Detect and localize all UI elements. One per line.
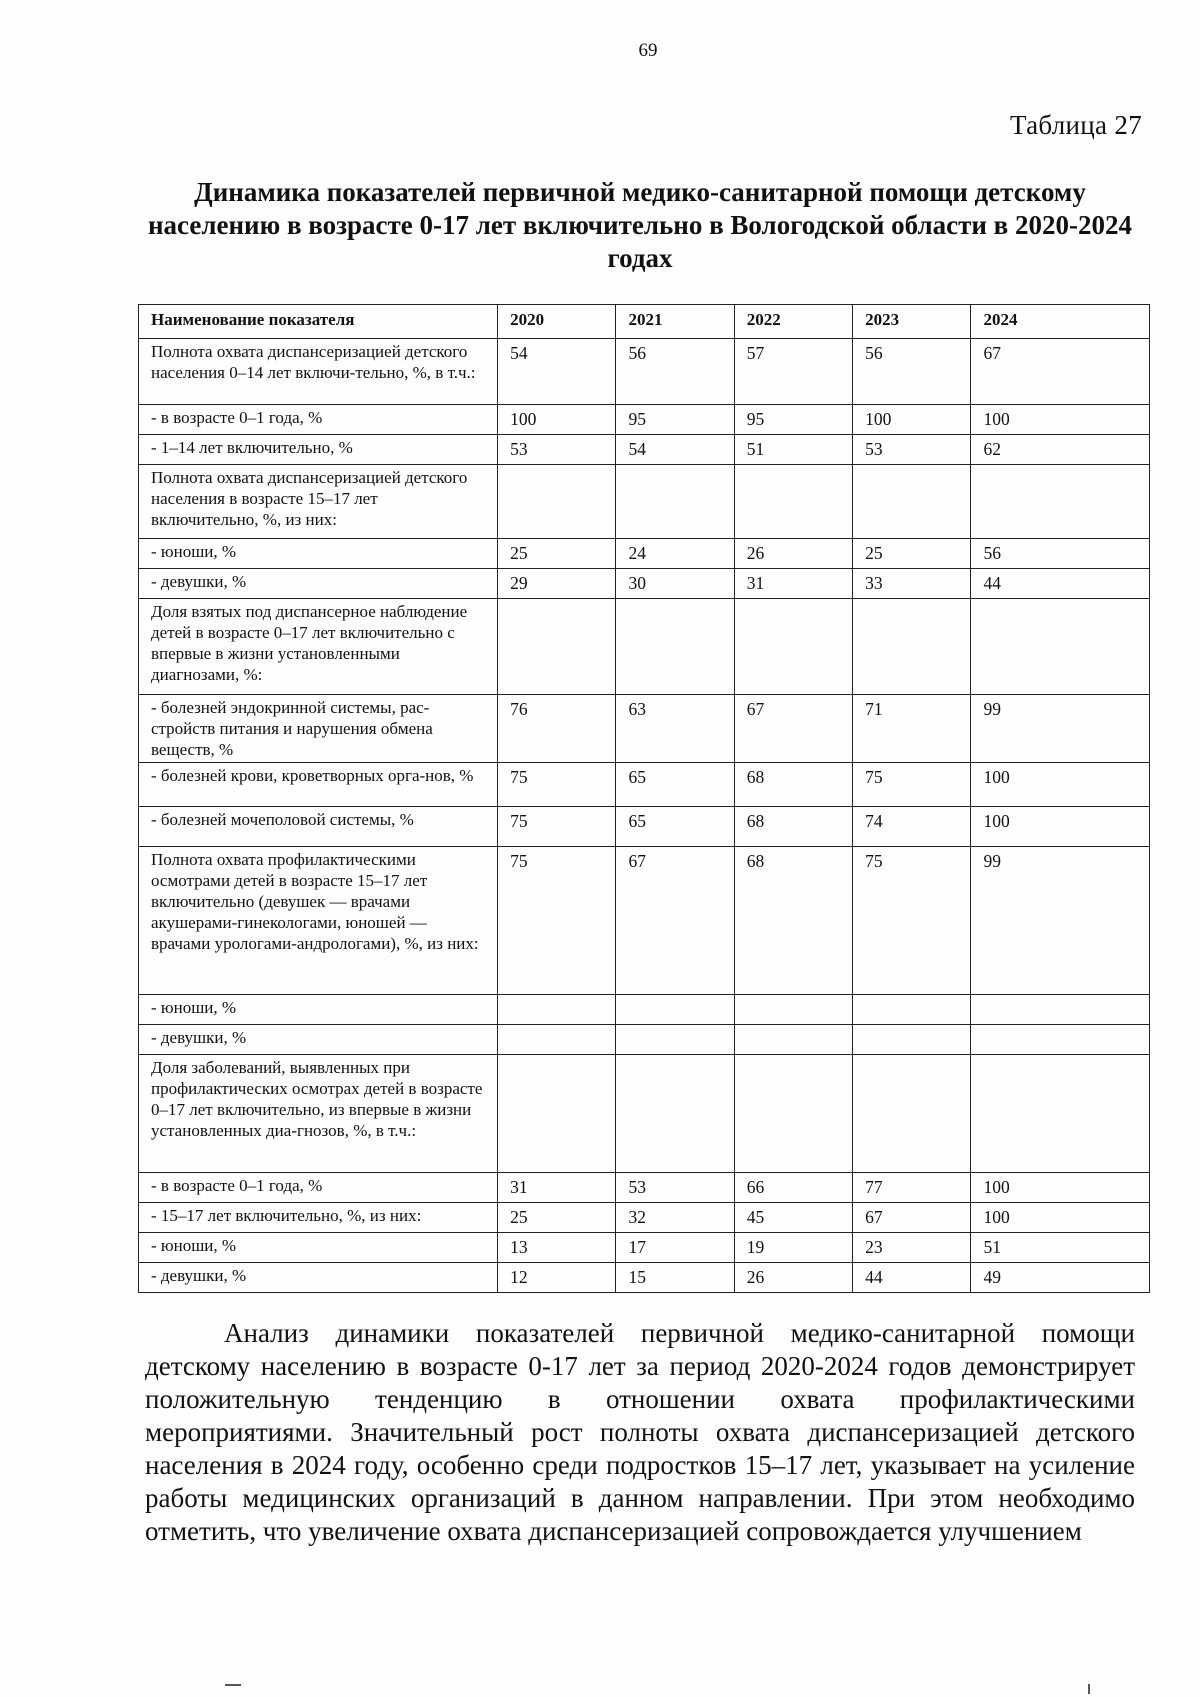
table-row xyxy=(139,599,1150,695)
value-cell-2021: 65 xyxy=(616,763,734,807)
value-cell-2023 xyxy=(853,465,971,539)
table-row xyxy=(139,405,1150,435)
value-cell-2021: 54 xyxy=(616,435,734,465)
value-cell-2024 xyxy=(971,995,1150,1025)
value-cell-2022: 45 xyxy=(734,1203,852,1233)
scan-artifact-right xyxy=(1088,1684,1090,1694)
value-cell-2024: 100 xyxy=(971,405,1150,435)
header-year-2020: 2020 xyxy=(498,305,616,339)
value-cell-2020: 53 xyxy=(498,435,616,465)
indicator-name-cell: - юноши, % xyxy=(139,995,498,1025)
indicator-name-cell: Полнота охвата профилактическими осмотрами детей в возрасте 15–17 лет включительно (девушек — врачами акушерами-гинекологами, юношей — врачами урологами-андрологами), %, из них: xyxy=(139,847,498,995)
table-label: Таблица 27 xyxy=(1010,110,1142,140)
value-cell-2022: 66 xyxy=(734,1173,852,1203)
indicator-name-cell: Доля взятых под диспансерное наблюдение детей в возрасте 0–17 лет включительно с впервые в жизни установленными диагнозами, %: xyxy=(139,599,498,695)
value-cell-2020: 29 xyxy=(498,569,616,599)
indicators-table xyxy=(138,304,1150,1293)
value-cell-2021: 15 xyxy=(616,1263,734,1293)
value-cell-2022: 26 xyxy=(734,539,852,569)
value-cell-2020: 31 xyxy=(498,1173,616,1203)
indicator-name-cell: - девушки, % xyxy=(139,569,498,599)
value-cell-2024: 100 xyxy=(971,1173,1150,1203)
value-cell-2022 xyxy=(734,1055,852,1173)
value-cell-2020 xyxy=(498,1055,616,1173)
value-cell-2024 xyxy=(971,1055,1150,1173)
value-cell-2022: 51 xyxy=(734,435,852,465)
value-cell-2021 xyxy=(616,465,734,539)
value-cell-2020: 54 xyxy=(498,339,616,405)
value-cell-2023 xyxy=(853,1055,971,1173)
indicator-name-cell: Полнота охвата диспансеризацией детского населения в возрасте 15–17 лет включительно, %, из них: xyxy=(139,465,498,539)
value-cell-2021 xyxy=(616,995,734,1025)
value-cell-2022: 68 xyxy=(734,763,852,807)
value-cell-2024: 100 xyxy=(971,763,1150,807)
value-cell-2024: 99 xyxy=(971,847,1150,995)
analysis-paragraph: Анализ динамики показателей первичной медико-санитарной помощи детскому населению в возрасте 0-17 лет за период 2020-2024 годов демонстрирует положительную тенденцию в отношении охвата профилактическими мероприятиями. Значительный рост полноты охвата диспансеризацией детского населения в 2024 году, особенно среди подростков 15–17 лет, указывает на усиление работы медицинских организаций в данном направлении. При этом необходимо отметить, что увеличение охвата диспансеризацией сопровождается улучшением xyxy=(145,1318,1135,1546)
value-cell-2023 xyxy=(853,995,971,1025)
value-cell-2024: 67 xyxy=(971,339,1150,405)
value-cell-2024: 51 xyxy=(971,1233,1150,1263)
scan-artifact-left xyxy=(225,1684,241,1686)
value-cell-2024: 49 xyxy=(971,1263,1150,1293)
value-cell-2020: 100 xyxy=(498,405,616,435)
value-cell-2024 xyxy=(971,465,1150,539)
value-cell-2020 xyxy=(498,599,616,695)
indicator-name-cell: - юноши, % xyxy=(139,1233,498,1263)
table-row xyxy=(139,1263,1150,1293)
value-cell-2020: 75 xyxy=(498,847,616,995)
value-cell-2021: 30 xyxy=(616,569,734,599)
value-cell-2020: 13 xyxy=(498,1233,616,1263)
value-cell-2020: 75 xyxy=(498,807,616,847)
header-indicator-name: Наименование показателя xyxy=(139,305,498,339)
value-cell-2024: 100 xyxy=(971,807,1150,847)
value-cell-2022 xyxy=(734,599,852,695)
value-cell-2021 xyxy=(616,1055,734,1173)
value-cell-2021: 32 xyxy=(616,1203,734,1233)
table-row xyxy=(139,465,1150,539)
table-row xyxy=(139,1203,1150,1233)
value-cell-2023: 25 xyxy=(853,539,971,569)
value-cell-2020 xyxy=(498,1025,616,1055)
value-cell-2020: 25 xyxy=(498,1203,616,1233)
value-cell-2020: 25 xyxy=(498,539,616,569)
value-cell-2024 xyxy=(971,599,1150,695)
table-row xyxy=(139,807,1150,847)
value-cell-2020: 12 xyxy=(498,1263,616,1293)
table-body xyxy=(139,339,1150,1293)
value-cell-2023: 56 xyxy=(853,339,971,405)
value-cell-2022: 26 xyxy=(734,1263,852,1293)
table-row xyxy=(139,763,1150,807)
value-cell-2023: 74 xyxy=(853,807,971,847)
indicator-name-cell: - болезней мочеполовой системы, % xyxy=(139,807,498,847)
value-cell-2024 xyxy=(971,1025,1150,1055)
value-cell-2021: 17 xyxy=(616,1233,734,1263)
indicator-name-cell: Полнота охвата диспансеризацией детского населения 0–14 лет включи-тельно, %, в т.ч.: xyxy=(139,339,498,405)
value-cell-2023 xyxy=(853,1025,971,1055)
value-cell-2022 xyxy=(734,995,852,1025)
value-cell-2021: 24 xyxy=(616,539,734,569)
indicator-name-cell: - болезней крови, кроветворных орга-нов, % xyxy=(139,763,498,807)
value-cell-2024: 99 xyxy=(971,695,1150,763)
value-cell-2022: 19 xyxy=(734,1233,852,1263)
value-cell-2020 xyxy=(498,465,616,539)
value-cell-2022: 68 xyxy=(734,847,852,995)
value-cell-2023: 53 xyxy=(853,435,971,465)
document-title: Динамика показателей первичной медико-санитарной помощи детскому населению в возрасте 0-17 лет включительно в Вологодской области в 2020-2024 годах xyxy=(147,177,1133,273)
value-cell-2022: 68 xyxy=(734,807,852,847)
value-cell-2022: 67 xyxy=(734,695,852,763)
table-row xyxy=(139,1173,1150,1203)
table-row xyxy=(139,695,1150,763)
value-cell-2021: 56 xyxy=(616,339,734,405)
value-cell-2021: 63 xyxy=(616,695,734,763)
table-row xyxy=(139,1233,1150,1263)
value-cell-2024: 56 xyxy=(971,539,1150,569)
table-row xyxy=(139,1025,1150,1055)
indicator-name-cell: - 15–17 лет включительно, %, из них: xyxy=(139,1203,498,1233)
value-cell-2024: 44 xyxy=(971,569,1150,599)
value-cell-2021 xyxy=(616,599,734,695)
value-cell-2022: 57 xyxy=(734,339,852,405)
header-year-2022: 2022 xyxy=(734,305,852,339)
indicator-name-cell: Доля заболеваний, выявленных при профилактических осмотрах детей в возрасте 0–17 лет включительно, из впервые в жизни установленных диа-гнозов, %, в т.ч.: xyxy=(139,1055,498,1173)
table-row xyxy=(139,539,1150,569)
value-cell-2022 xyxy=(734,1025,852,1055)
value-cell-2023: 100 xyxy=(853,405,971,435)
indicator-name-cell: - в возрасте 0–1 года, % xyxy=(139,1173,498,1203)
value-cell-2022 xyxy=(734,465,852,539)
value-cell-2023: 75 xyxy=(853,847,971,995)
table-row xyxy=(139,1055,1150,1173)
value-cell-2023: 77 xyxy=(853,1173,971,1203)
value-cell-2023: 33 xyxy=(853,569,971,599)
value-cell-2024: 62 xyxy=(971,435,1150,465)
indicator-name-cell: - девушки, % xyxy=(139,1263,498,1293)
table-row xyxy=(139,995,1150,1025)
value-cell-2021: 65 xyxy=(616,807,734,847)
header-year-2024: 2024 xyxy=(971,305,1150,339)
value-cell-2020: 76 xyxy=(498,695,616,763)
table-row xyxy=(139,569,1150,599)
header-year-2023: 2023 xyxy=(853,305,971,339)
indicator-name-cell: - 1–14 лет включительно, % xyxy=(139,435,498,465)
value-cell-2023: 67 xyxy=(853,1203,971,1233)
value-cell-2020: 75 xyxy=(498,763,616,807)
value-cell-2023: 71 xyxy=(853,695,971,763)
value-cell-2023: 75 xyxy=(853,763,971,807)
value-cell-2023 xyxy=(853,599,971,695)
table-row xyxy=(139,339,1150,405)
value-cell-2024: 100 xyxy=(971,1203,1150,1233)
value-cell-2023: 44 xyxy=(853,1263,971,1293)
value-cell-2020 xyxy=(498,995,616,1025)
value-cell-2022: 31 xyxy=(734,569,852,599)
value-cell-2022: 95 xyxy=(734,405,852,435)
table-header-row xyxy=(139,305,1150,339)
indicator-name-cell: - юноши, % xyxy=(139,539,498,569)
indicator-name-cell: - девушки, % xyxy=(139,1025,498,1055)
table-row xyxy=(139,435,1150,465)
value-cell-2021: 53 xyxy=(616,1173,734,1203)
value-cell-2021: 67 xyxy=(616,847,734,995)
table-row xyxy=(139,847,1150,995)
indicator-name-cell: - болезней эндокринной системы, рас-стройств питания и нарушения обмена веществ, % xyxy=(139,695,498,763)
value-cell-2021: 95 xyxy=(616,405,734,435)
page-number: 69 xyxy=(638,40,658,61)
indicator-name-cell: - в возрасте 0–1 года, % xyxy=(139,405,498,435)
header-year-2021: 2021 xyxy=(616,305,734,339)
value-cell-2023: 23 xyxy=(853,1233,971,1263)
value-cell-2021 xyxy=(616,1025,734,1055)
